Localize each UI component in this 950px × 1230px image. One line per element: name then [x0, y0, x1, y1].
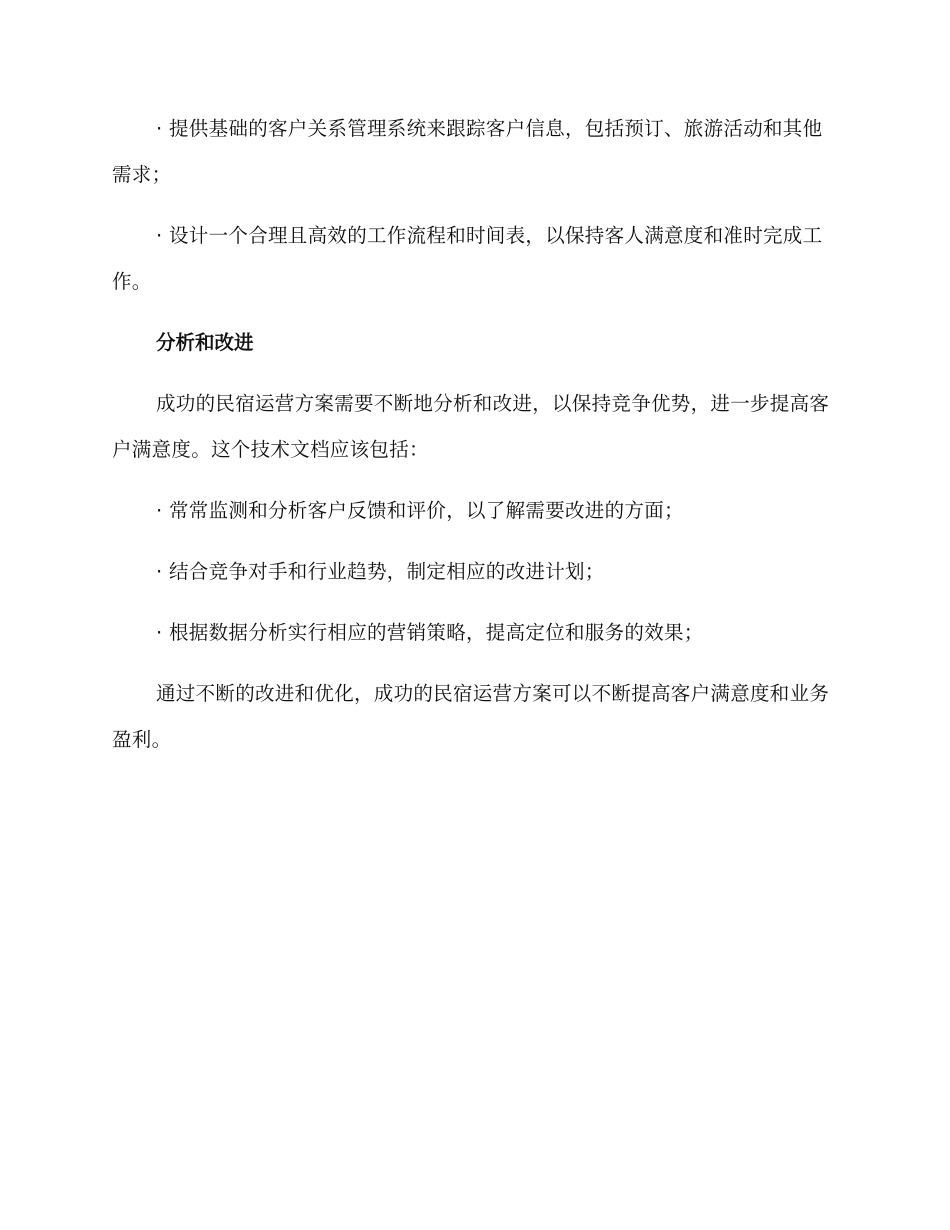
bullet-crm: · 提供基础的客户关系管理系统来跟踪客户信息，包括预订、旅游活动和其他需求；: [112, 117, 823, 186]
bullet-marketing: · 根据数据分析实行相应的营销策略，提高定位和服务的效果；: [156, 621, 704, 644]
bullet-workflow: · 设计一个合理且高效的工作流程和时间表，以保持客人满意度和准时完成工作。: [112, 224, 823, 293]
bullet-feedback: · 常常监测和分析客户反馈和评价，以了解需要改进的方面；: [156, 499, 684, 522]
conclusion-paragraph: 通过不断的改进和优化，成功的民宿运营方案可以不断提高客户满意度和业务盈利。: [112, 682, 830, 751]
bullet-competition: · 结合竞争对手和行业趋势，制定相应的改进计划；: [156, 560, 605, 583]
document-body: [112, 106, 834, 778]
section-heading: 分析和改进: [156, 331, 254, 354]
section-intro: 成功的民宿运营方案需要不断地分析和改进，以保持竞争优势，进一步提高客户满意度。这个技术文档应该包括：: [112, 392, 830, 461]
